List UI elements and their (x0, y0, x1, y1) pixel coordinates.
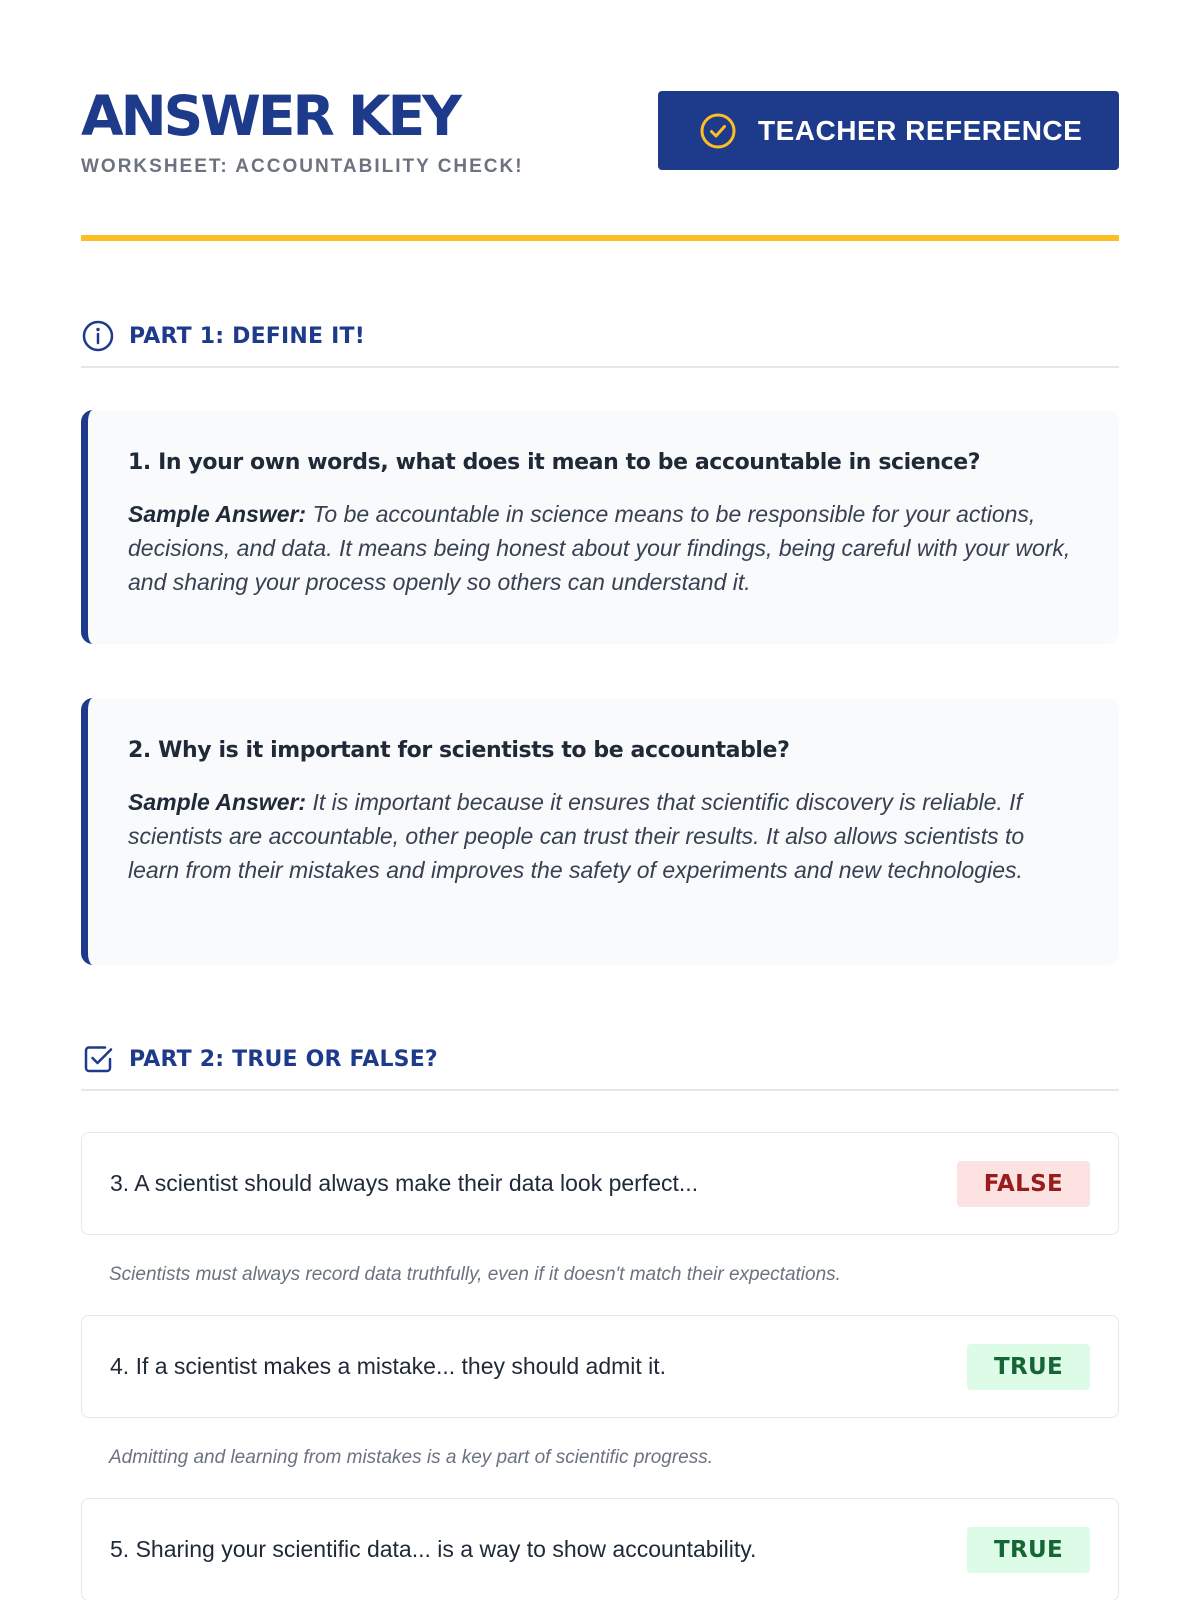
part1-title: PART 1: DEFINE IT! (129, 323, 365, 349)
answer-label: Sample Answer: (128, 789, 307, 815)
question-text: 2. Why is it important for scientists to be accountable? (128, 738, 790, 763)
explanation-text: Scientists must always record data truthfully, even if it doesn't match their expectations. (109, 1264, 841, 1285)
answer-badge-true: TRUE (967, 1527, 1090, 1573)
answer-text: It is important because it ensures that scientific discovery is reliable. If scientists are accountable, other people can trust their results. It also allows scientists to learn from their mistakes and improves the safety of experiments and new technologies. (128, 789, 1025, 883)
worksheet-subtitle: WORKSHEET: ACCOUNTABILITY CHECK! (81, 156, 524, 177)
question-card (81, 410, 1119, 644)
page-title: ANSWER KEY (81, 84, 459, 148)
page-header (81, 0, 1119, 241)
statement-text: 3. A scientist should always make their data look perfect... (110, 1170, 699, 1196)
badge-label: TEACHER REFERENCE (758, 114, 1083, 146)
answer-label: Sample Answer: (128, 501, 307, 527)
sample-answer (128, 497, 1079, 599)
checkbox-icon (81, 1042, 115, 1076)
answer-badge-true: TRUE (967, 1344, 1090, 1390)
question-text: 1. In your own words, what does it mean to be accountable in science? (128, 450, 981, 475)
answer-text: To be accountable in science means to be responsible for your actions, decisions, and data. It means being honest about your findings, being careful with your work, and sharing your process openly so others can understand it. (128, 501, 1071, 595)
question-card (81, 698, 1119, 965)
part2-title: PART 2: TRUE OR FALSE? (129, 1046, 438, 1072)
info-icon (81, 319, 115, 353)
sample-answer (128, 785, 1079, 887)
answer-badge-false: FALSE (957, 1161, 1090, 1207)
statement-text: 5. Sharing your scientific data... is a way to show accountability. (110, 1536, 757, 1562)
true-false-item (81, 1132, 1119, 1235)
teacher-reference-badge (658, 91, 1119, 170)
statement-text: 4. If a scientist makes a mistake... they should admit it. (110, 1353, 667, 1379)
part2-header (81, 1041, 1119, 1091)
header-divider (81, 235, 1119, 241)
check-circle-icon (698, 111, 738, 151)
true-false-item (81, 1315, 1119, 1418)
part1-header (81, 318, 1119, 368)
explanation-text: Admitting and learning from mistakes is a key part of scientific progress. (109, 1447, 714, 1468)
true-false-item (81, 1498, 1119, 1600)
